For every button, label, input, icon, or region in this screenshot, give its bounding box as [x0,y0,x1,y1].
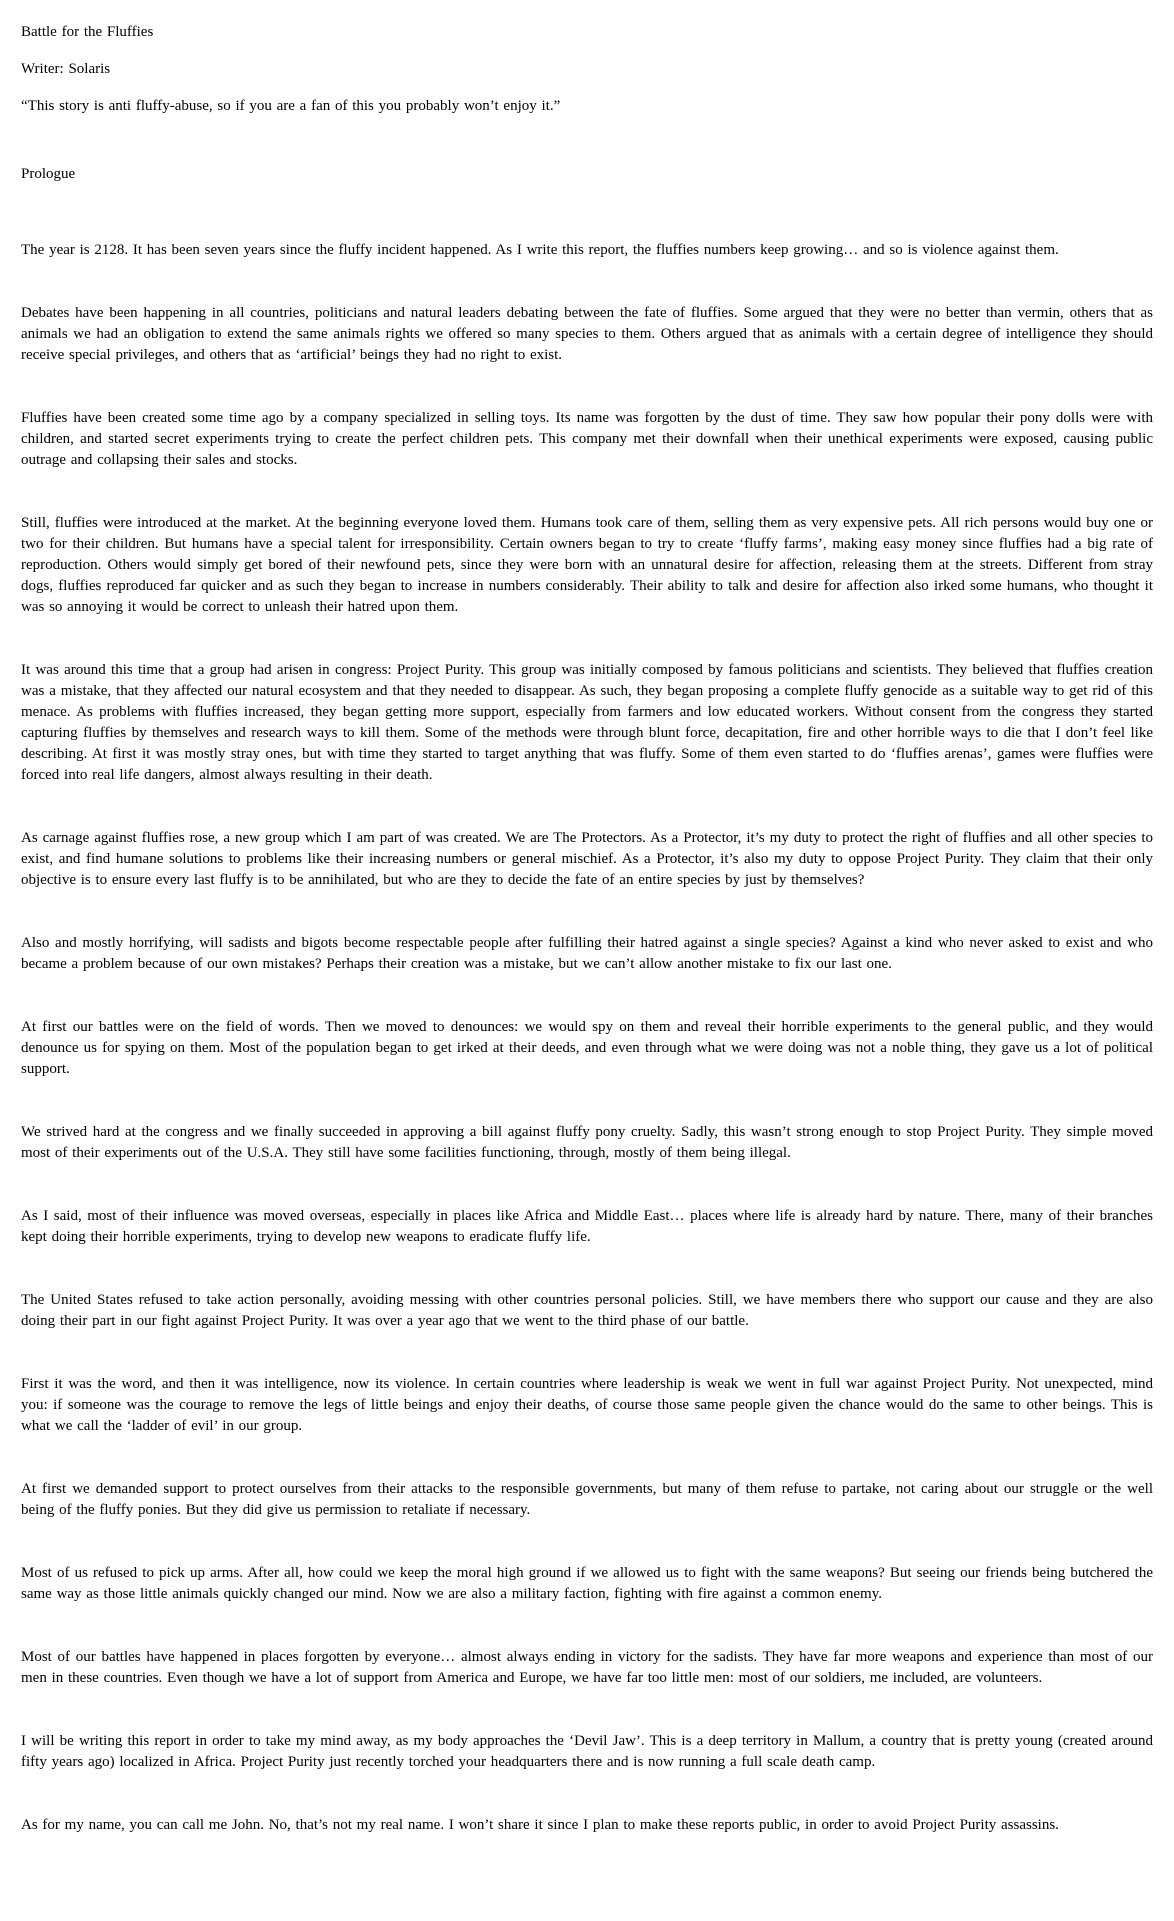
paragraph-6: As carnage against fluffies rose, a new group which I am part of was created. We are The Protectors. As a Protector, it’s my duty to protect the right of fluffies and all other species to exist, and find humane solutions to problems like their increasing numbers or general mischief. As a Protector, it’s also my duty to oppose Project Purity. They claim that their only objective is to ensure every last fluffy is to be annihilated, but who are they to decide the fate of an entire species by just by themselves? [21,830,1153,888]
paragraph-7: Also and mostly horrifying, will sadists and bigots become respectable people after fulfilling their hatred against a single species? Against a kind who never asked to exist and who became a problem because of our own mistakes? Perhaps their creation was a mistake, but we can’t allow another mistake to fix our last one. [21,935,1153,972]
paragraph-17: As for my name, you can call me John. No, that’s not my real name. I won’t share it since I plan to make these reports public, in order to avoid Project Purity assassins. [21,1817,1059,1833]
paragraph-3: Fluffies have been created some time ago by a company specialized in selling toys. Its name was forgotten by the dust of time. They saw how popular their pony dolls were with children, and started secret experiments trying to create the perfect children pets. This company met their downfall when their unethical experiments were exposed, causing public outrage and collapsing their sales and stocks. [21,410,1153,468]
paragraph-9: We strived hard at the congress and we finally succeeded in approving a bill against fluffy pony cruelty. Sadly, this wasn’t strong enough to stop Project Purity. They simple moved most of their experiments out of the U.S.A. They still have some facilities functioning, through, mostly of them being illegal. [21,1124,1153,1161]
paragraph-11: The United States refused to take action personally, avoiding messing with other countries personal policies. Still, we have members there who support our cause and they are also doing their part in our fight against Project Purity. It was over a year ago that we went to the third phase of our battle. [21,1292,1153,1329]
paragraph-4: Still, fluffies were introduced at the market. At the beginning everyone loved them. Humans took care of them, selling them as very expensive pets. All rich persons would buy one or two for their children. But humans have a special talent for irresponsibility. Certain owners began to try to create ‘fluffy farms’, making easy money since fluffies had a big rate of reproduction. Others would simply get bored of their newfound pets, since they were born with an unnatural desire for affection, releasing them at the streets. Different from stray dogs, fluffies reproduced far quicker and as such they began to increase in numbers considerably. Their ability to talk and desire for affection also irked some humans, who thought it was so annoying it would be correct to unleash their hatred upon them. [21,515,1153,615]
paragraph-8: At first our battles were on the field of words. Then we moved to denounces: we would spy on them and reveal their horrible experiments to the general public, and they would denounce us for spying on them. Most of the population began to get irked at their deeds, and even through what we were doing was not a noble thing, they gave us a lot of political support. [21,1019,1153,1077]
doc-title: Battle for the Fluffies [21,24,154,40]
section-heading-prologue: Prologue [21,166,76,182]
paragraph-5: It was around this time that a group had arisen in congress: Project Purity. This group was initially composed by famous politicians and scientists. They believed that fluffies creation was a mistake, that they affected our natural ecosystem and that they needed to disappear. As such, they began proposing a complete fluffy genocide as a suitable way to get rid of this menace. As problems with fluffies increased, they began getting more support, especially from farmers and low educated workers. Without consent from the congress they started capturing fluffies by themselves and research ways to kill them. Some of the methods were through blunt force, decapitation, fire and other horrible ways to die that I don’t feel like describing. At first it was mostly stray ones, but with time they started to target anything that was fluffy. Some of them even started to do ‘fluffies arenas’, games were fluffies were forced into real life dangers, almost always resulting in their death. [21,662,1153,783]
paragraph-1: The year is 2128. It has been seven years since the fluffy incident happened. As I write this report, the fluffies numbers keep growing… and so is violence against them. [21,242,1059,258]
paragraph-15: Most of our battles have happened in places forgotten by everyone… almost always ending in victory for the sadists. They have far more weapons and experience than most of our men in these countries. Even though we have a lot of support from America and Europe, we have far too little men: most of our soldiers, me included, are volunteers. [21,1649,1153,1686]
paragraph-2: Debates have been happening in all countries, politicians and natural leaders debating between the fate of fluffies. Some argued that they were no better than vermin, others that as animals we had an obligation to extend the same animals rights we offered so many species to them. Others argued that as animals with a certain degree of intelligence they should receive special privileges, and others that as ‘artificial’ beings they had no right to exist. [21,305,1153,363]
doc-byline: Writer: Solaris [21,61,111,77]
paragraph-10: As I said, most of their influence was moved overseas, especially in places like Africa and Middle East… places where life is already hard by nature. There, many of their branches kept doing their horrible experiments, trying to develop new weapons to eradicate fluffy life. [21,1208,1153,1245]
paragraph-16: I will be writing this report in order to take my mind away, as my body approaches the ‘Devil Jaw’. This is a deep territory in Mallum, a country that is pretty young (created around fifty years ago) localized in Africa. Project Purity just recently torched your headquarters there and is now running a full scale death camp. [21,1733,1153,1770]
paragraph-12: First it was the word, and then it was intelligence, now its violence. In certain countries where leadership is weak we went in full war against Project Purity. Not unexpected, mind you: if someone was the courage to remove the legs of little beings and enjoy their deaths, of course those same people given the chance would do the same to other beings. This is what we call the ‘ladder of evil’ in our group. [21,1376,1153,1434]
paragraph-13: At first we demanded support to protect ourselves from their attacks to the responsible governments, but many of them refuse to partake, not caring about our struggle or the well being of the fluffy ponies. But they did give us permission to retaliate if necessary. [21,1481,1153,1518]
paragraph-14: Most of us refused to pick up arms. After all, how could we keep the moral high ground if we allowed us to fight with the same weapons? But seeing our friends being butchered the same way as those little animals quickly changed our mind. Now we are also a military faction, fighting with fire against a common enemy. [21,1565,1153,1602]
doc-disclaimer: “This story is anti fluffy-abuse, so if you are a fan of this you probably won’t enjoy it.” [21,98,561,114]
